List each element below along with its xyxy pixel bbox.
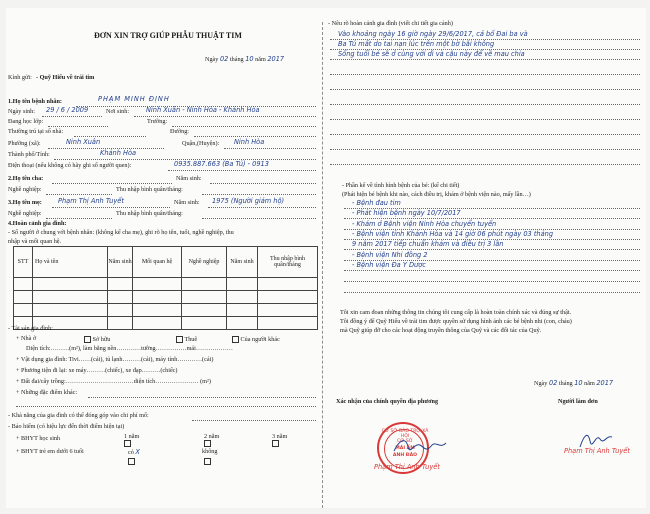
phone-label: Điện thoại (nếu không có hãy ghi số người quen):: [8, 162, 132, 169]
mother-heading: 3.Họ tên mẹ:: [8, 199, 42, 206]
assets-heading: - Tài sản gia đình:: [8, 325, 53, 332]
street-label: Đường:: [170, 128, 190, 135]
father-income-label: Thu nhập bình quân/tháng:: [116, 186, 183, 193]
mother-dob-label: Năm sinh:: [174, 199, 200, 206]
illness-heading: - Phần kể về tình hình bệnh của bé: (kể chi tiết): [342, 182, 460, 189]
no-checkbox[interactable]: [204, 458, 211, 465]
patient-city: Khánh Hòa: [100, 149, 137, 157]
table-row: [14, 278, 318, 291]
recipient: - Quỹ Hiếu về trái tim: [36, 74, 95, 81]
family-note-2: nhập và mối quan hệ.: [8, 238, 62, 245]
table-row: [14, 317, 318, 330]
patient-birthplace: Ninh Xuân - Ninh Hòa - Khánh Hòa: [146, 106, 260, 114]
rent-checkbox[interactable]: [176, 336, 183, 343]
school-label: Trường:: [147, 118, 168, 125]
local-authority-label: Xác nhận của chính quyền địa phương: [336, 398, 439, 405]
yes-checkbox-row: [128, 458, 135, 465]
illness-line-2: - Phát hiện bệnh ngày 10/7/2017: [352, 209, 461, 217]
declaration-line-3: mà Quỹ giúp đỡ cho các hoạt động truyền thông của Quỹ và các đối tác của Quỹ.: [340, 327, 542, 334]
illness-line-1: - Bệnh đau tim: [352, 199, 401, 207]
mother-job-label: Nghề nghiệp:: [8, 210, 42, 217]
yes-option: có X: [128, 448, 140, 456]
local-signature-icon: [390, 433, 450, 459]
other-feature-line: + Những đặc điểm khác:: [16, 389, 78, 396]
circumstance-heading: - Nêu rõ hoàn cảnh gia đình (viết chi tiết gia cảnh): [328, 20, 453, 27]
rent-label: Thuê: [176, 336, 197, 343]
opt-2-year: 2 năm: [204, 434, 219, 447]
family-note-1: - Số người ở chung với bệnh nhân: (không kể cha mẹ), ghi rõ họ tên, tuổi, nghề nghiệp, thu: [8, 229, 234, 236]
illness-line-5: 9 năm 2017 tiếp chuẩn khám và điều trị 3 lần: [352, 240, 504, 248]
stamp-name-text: MÁI ẤM: [395, 446, 415, 451]
table-row: [14, 304, 318, 317]
stamp-bottom-text: ANH ĐÀO: [392, 453, 418, 458]
household-label: Thường trú tại số nhà:: [8, 128, 64, 135]
patient-name: PHẠM MINH ĐỊNH: [98, 95, 170, 103]
patient-ward: Ninh Xuân: [66, 138, 101, 146]
father-job-label: Nghề nghiệp:: [8, 186, 42, 193]
form-sheet: [6, 8, 646, 508]
own-checkbox[interactable]: [84, 336, 91, 343]
patient-heading: 1.Họ tên bệnh nhân:: [8, 98, 62, 105]
stamp-mid-text: CƠ SỞ: [397, 439, 413, 444]
col-income: Thu nhập bình quân/tháng: [258, 247, 318, 278]
illness-sub: (Phát hiện bé bệnh khi nào, cách điều trị, khám ở bệnh viện nào, mấy lần…): [342, 191, 531, 198]
other-owner-checkbox[interactable]: [232, 336, 239, 343]
declaration-line-1: Tôi xin cam đoan những thông tin chúng tôi cung cấp là hoàn toàn chính xác và đúng sự thật.: [340, 309, 572, 316]
birthplace-label: Nơi sinh:: [106, 108, 130, 115]
patient-phone: 0935.887.663 (Ba Tú) - 0913: [174, 160, 269, 168]
father-dob-label: Năm sinh:: [176, 175, 202, 182]
insurance-line: - Bảo hiểm (có hiệu lực đến thời điểm hiện tại): [8, 423, 125, 430]
illness-line-4: - Bệnh viện tỉnh Khánh Hòa và 14 giờ 06 phút ngày 03 tháng: [352, 230, 554, 238]
opt-3-checkbox[interactable]: [272, 440, 279, 447]
col-year: Năm sinh: [108, 247, 133, 278]
ward-label: Phường (xã):: [8, 140, 41, 147]
stamp-top-text: CƠ SỞ BẢO TRỢ XÃ HỘI: [381, 429, 429, 439]
patient-district: Ninh Hòa: [234, 138, 265, 146]
opt-2-checkbox[interactable]: [204, 440, 211, 447]
circumstance-line-2: Ba Tú mất do tai nạn lúc trên một bờ bãi không: [338, 40, 495, 48]
area-line: Diện tích:………(m²), làm bằng nền…………tường……………mái………………: [26, 345, 233, 352]
column-divider: [322, 22, 323, 508]
col-job: Nghề nghiệp: [182, 247, 227, 278]
table-header-row: [14, 247, 318, 278]
form-title: ĐƠN XIN TRỢ GIÚP PHẪU THUẬT TIM: [94, 31, 242, 40]
applicant-label: Người làm đơn: [558, 398, 598, 405]
local-signer-name: Phạm Thị Anh Tuyết: [374, 463, 440, 471]
mother-name: Phạm Thị Anh Tuyết: [58, 197, 124, 205]
bhyt-under6-label: + BHYT trẻ em dưới 6 tuổi: [16, 448, 84, 455]
other-owner-label: Của người khác: [232, 336, 280, 343]
col-stt: STT: [14, 247, 33, 278]
col-year-2: Năm sinh: [227, 247, 258, 278]
items-line: + Vật dụng gia đình: Tivi……(cái), tủ lạnh………(cái), máy tính…………(cái): [16, 356, 214, 363]
form-date: Ngày 02 tháng 10 năm 2017: [205, 55, 285, 63]
yes-check-mark: X: [135, 448, 140, 456]
mother-income-label: Thu nhập bình quân/tháng:: [116, 210, 183, 217]
patient-dob: 29 / 6 / 2009: [46, 106, 89, 114]
district-label: Quận,(Huyện):: [182, 140, 220, 147]
no-checkbox-row: [204, 458, 211, 465]
ability-line: - Khả năng của gia đình có thể đóng góp vào chi phí mổ:: [8, 412, 149, 419]
table-row: [14, 291, 318, 304]
dob-label: Ngày sinh:: [8, 108, 35, 115]
house-label: + Nhà ở: [16, 335, 37, 342]
vehicle-line: + Phương tiện đi lại: xe máy………(chiếc), xe đạp………(chiếc): [16, 367, 178, 374]
grade-label: Đang học lớp:: [8, 118, 44, 125]
mother-dob: 1975 (Người giám hộ): [212, 197, 285, 205]
bhyt-student-label: + BHYT học sinh: [16, 435, 61, 442]
household-table: [13, 246, 318, 330]
col-relation: Mối quan hệ: [133, 247, 182, 278]
applicant-name: Phạm Thị Anh Tuyết: [564, 447, 630, 455]
father-heading: 2.Họ tên cha:: [8, 175, 44, 182]
illness-line-7: - Bệnh viện Đa Y Dược: [352, 261, 426, 269]
declaration-date: Ngày 02 tháng 10 năm 2017: [534, 379, 614, 387]
illness-line-6: - Bệnh viện Nhi đồng 2: [352, 251, 428, 259]
city-label: Thành phố/Tỉnh:: [8, 151, 50, 158]
col-name: Họ và tên: [33, 247, 108, 278]
circumstance-line-3: Sống tuổi bé sẽ ở cùng với dì và cậu này để về mau chia: [338, 50, 525, 58]
opt-3-year: 3 năm: [272, 434, 287, 447]
recipient-label: Kính gửi:: [8, 74, 32, 81]
illness-line-3: - Khám ở Bệnh viện Ninh Hòa chuyển tuyến: [352, 220, 497, 228]
opt-1-year: 1 năm: [124, 434, 139, 447]
circumstance-line-1: Vào khoảng ngày 16 giờ ngày 29/6/2017, cả bố Đai ba và: [338, 30, 528, 38]
land-line: + Đất đai/cây trồng:……………………………diện tích………………… (m²): [16, 378, 211, 385]
yes-checkbox[interactable]: [128, 458, 135, 465]
family-heading: 4.Hoàn cảnh gia đình:: [8, 220, 67, 227]
opt-1-checkbox[interactable]: [124, 440, 131, 447]
declaration-line-2: Tôi đồng ý để Quỹ Hiếu về trái tim được quyền sử dụng hình ảnh các bé bệnh nhi (con, cháu): [340, 318, 572, 325]
own-label: Sở hữu: [84, 336, 110, 343]
no-option: không: [202, 448, 218, 455]
